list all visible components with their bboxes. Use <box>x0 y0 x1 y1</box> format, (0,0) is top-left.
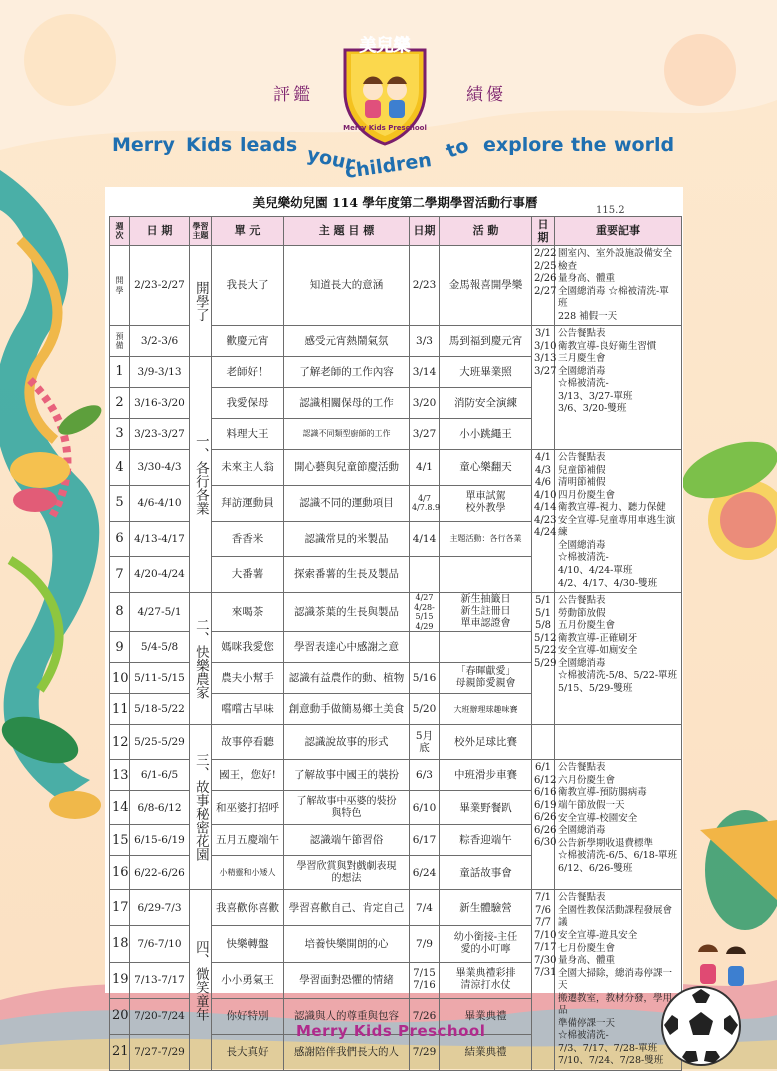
act-date-cell: 6/24 <box>410 856 440 890</box>
week-cell: 18 <box>110 926 130 962</box>
date-cell: 2/23-2/27 <box>130 246 190 326</box>
unit-cell: 故事停看聽 <box>212 725 284 760</box>
table-row <box>110 246 682 326</box>
act-date-cell: 3/14 <box>410 357 440 388</box>
theme-cell: 四、微笑童年 <box>190 890 212 1070</box>
theme-cell: 二、快樂農家 <box>190 593 212 725</box>
logo-chinese: 美兒樂 <box>359 36 411 56</box>
date-cell: 6/29-7/3 <box>130 890 190 926</box>
week-cell: 10 <box>110 663 130 694</box>
week-cell: 4 <box>110 450 130 486</box>
act-date-cell: 6/17 <box>410 825 440 856</box>
tagline-word: explore <box>483 134 564 156</box>
tagline-word: to <box>443 134 472 163</box>
unit-cell: 我愛保母 <box>212 388 284 419</box>
goal-cell: 認識與人的尊重與包容 <box>284 998 410 1034</box>
act-date-cell: 5月底 <box>410 725 440 760</box>
activity-cell: 小小跳繩王 <box>440 419 532 450</box>
note-date-cell: 5/1 5/1 5/8 5/12 5/22 5/29 <box>532 593 555 725</box>
header-unit: 單 元 <box>212 217 284 246</box>
date-cell: 4/20-4/24 <box>130 557 190 593</box>
week-cell: 13 <box>110 760 130 791</box>
week-cell: 11 <box>110 694 130 725</box>
week-cell: 3 <box>110 419 130 450</box>
table-row <box>110 725 682 760</box>
note-date-cell: 6/1 6/12 6/16 6/19 6/26 6/26 6/30 <box>532 760 555 890</box>
note-date-cell: 4/1 4/3 4/6 4/10 4/14 4/23 4/24 <box>532 450 555 593</box>
schedule-table <box>109 216 682 1071</box>
header-activity: 活 動 <box>440 217 532 246</box>
notes-cell <box>555 725 682 760</box>
act-date-cell: 5/16 <box>410 663 440 694</box>
week-cell: 9 <box>110 632 130 663</box>
unit-cell: 嚐嚐古早味 <box>212 694 284 725</box>
date-cell: 3/2-3/6 <box>130 326 190 357</box>
unit-cell: 你好特別 <box>212 998 284 1034</box>
date-cell: 7/27-7/29 <box>130 1034 190 1070</box>
activity-cell <box>440 632 532 663</box>
unit-cell: 香香米 <box>212 521 284 557</box>
date-cell: 6/22-6/26 <box>130 856 190 890</box>
tagline-word: children <box>343 149 434 183</box>
unit-cell: 小小勇氣王 <box>212 962 284 998</box>
date-cell: 3/16-3/20 <box>130 388 190 419</box>
date-cell: 5/18-5/22 <box>130 694 190 725</box>
act-date-cell: 7/15 7/16 <box>410 962 440 998</box>
activity-cell: 消防安全演練 <box>440 388 532 419</box>
week-cell: 2 <box>110 388 130 419</box>
act-date-cell: 5/20 <box>410 694 440 725</box>
activity-cell: 金馬報喜開學樂 <box>440 246 532 326</box>
note-date-cell: 7/1 7/6 7/7 7/10 7/17 7/30 7/31 <box>532 890 555 1070</box>
act-date-cell: 7/9 <box>410 926 440 962</box>
activity-cell: 大班辦理球趣味賽 <box>440 694 532 725</box>
act-date-cell: 4/1 <box>410 450 440 486</box>
week-cell: 5 <box>110 485 130 521</box>
act-date-cell: 7/26 <box>410 998 440 1034</box>
note-date-cell <box>532 725 555 760</box>
note-date-cell: 2/22 2/25 2/26 2/27 <box>532 246 555 326</box>
date-cell: 3/9-3/13 <box>130 357 190 388</box>
unit-cell: 和巫婆打招呼 <box>212 791 284 825</box>
date-cell: 5/4-5/8 <box>130 632 190 663</box>
goal-cell: 學習表達心中感謝之意 <box>284 632 410 663</box>
unit-cell: 國王，您好! <box>212 760 284 791</box>
notes-cell: 公告餐點表 全園性教保活動課程發展會議 安全宣導-遊具安全 七月份慶生會 量身高、體重 全園大掃除，總消毒停課一天 搬遷教室，教材分發，學用品 準備停課一天 ☆棉被清洗- 7/3、7/17、7/28-單班 7/10、7/24、7/28-雙班 <box>555 890 682 1070</box>
tagline-word: the <box>571 134 607 156</box>
act-date-cell <box>410 632 440 663</box>
unit-cell: 來喝茶 <box>212 593 284 632</box>
date-cell: 6/15-6/19 <box>130 825 190 856</box>
activity-cell: 童心樂翻天 <box>440 450 532 486</box>
notes-cell: 園室內、室外設施設備安全檢查 量身高、體重 全園總消毒 ☆棉被清洗-單班 228 補假一天 <box>555 246 682 326</box>
date-cell: 6/1-6/5 <box>130 760 190 791</box>
unit-cell: 我喜歡你喜歡 <box>212 890 284 926</box>
tagline-word: your <box>304 143 357 175</box>
week-cell: 1 <box>110 357 130 388</box>
document-title: 美兒樂幼兒園 114 學年度第二學期學習活動行事曆 <box>252 195 538 210</box>
activity-cell: 校外足球比賽 <box>440 725 532 760</box>
tagline-word: Merry <box>112 134 175 156</box>
goal-cell: 知道長大的意涵 <box>284 246 410 326</box>
activity-cell: 新生抽籤日 新生註冊日 單車認證會 <box>440 593 532 632</box>
act-date-cell: 3/3 <box>410 326 440 357</box>
week-cell: 19 <box>110 962 130 998</box>
unit-cell: 我長大了 <box>212 246 284 326</box>
act-date-cell: 4/27 4/28-5/15 4/29 <box>410 593 440 632</box>
date-cell: 4/6-4/10 <box>130 485 190 521</box>
date-cell: 7/13-7/17 <box>130 962 190 998</box>
activity-cell: 大班畢業照 <box>440 357 532 388</box>
header-goal: 主 題 目 標 <box>284 217 410 246</box>
goal-cell: 探索番薯的生長及製品 <box>284 557 410 593</box>
notes-cell: 公告餐點表 衛教宣導-良好衛生習慣 三月慶生會 全園總消毒 ☆棉被清洗- 3/13、3/27-單班 3/6、3/20-雙班 <box>555 326 682 450</box>
week-cell: 21 <box>110 1034 130 1070</box>
goal-cell: 認識相關保母的工作 <box>284 388 410 419</box>
notes-cell: 公告餐點表 六月份慶生會 衛教宣導-預防腸病毒 端午節放假一天 安全宣導-校園安全 全園總消毒 公告新學期收退費標準 ☆棉被清洗-6/5、6/18-單班 6/12、6/26-雙班 <box>555 760 682 890</box>
note-date-cell: 3/1 3/10 3/13 3/27 <box>532 326 555 450</box>
week-cell: 8 <box>110 593 130 632</box>
date-cell: 7/20-7/24 <box>130 998 190 1034</box>
tagline-word: leads <box>240 134 298 156</box>
goal-cell: 學習面對恐懼的情緒 <box>284 962 410 998</box>
activity-cell: 新生體驗營 <box>440 890 532 926</box>
unit-cell: 五月五慶端午 <box>212 825 284 856</box>
unit-cell: 老師好！ <box>212 357 284 388</box>
activity-cell <box>440 557 532 593</box>
week-cell: 開學 <box>110 246 130 326</box>
unit-cell: 快樂轉盤 <box>212 926 284 962</box>
goal-cell: 認識說故事的形式 <box>284 725 410 760</box>
date-cell: 6/8-6/12 <box>130 791 190 825</box>
theme-cell: 三、故事秘密花園 <box>190 725 212 890</box>
goal-cell: 創意動手做簡易鄉土美食 <box>284 694 410 725</box>
goal-cell: 了解故事中巫婆的裝扮 與特色 <box>284 791 410 825</box>
act-date-cell: 2/23 <box>410 246 440 326</box>
unit-cell: 大番薯 <box>212 557 284 593</box>
week-cell: 20 <box>110 998 130 1034</box>
logo-english: Merry Kids Preschool <box>343 124 427 132</box>
act-date-cell <box>410 557 440 593</box>
week-cell: 16 <box>110 856 130 890</box>
week-cell: 預備 <box>110 326 130 357</box>
activity-cell: 畢業野餐趴 <box>440 791 532 825</box>
activity-cell: 幼小銜接-主任 愛的小叮嚀 <box>440 926 532 962</box>
table-body <box>110 246 682 1071</box>
tagline-word: Kids <box>186 134 233 156</box>
unit-cell: 農夫小幫手 <box>212 663 284 694</box>
unit-cell: 歡慶元宵 <box>212 326 284 357</box>
school-logo <box>333 34 437 146</box>
act-date-cell: 4/14 <box>410 521 440 557</box>
goal-cell: 學習欣賞與對戲劇表現 的想法 <box>284 856 410 890</box>
date-cell: 7/6-7/10 <box>130 926 190 962</box>
header-week: 週次 <box>110 217 130 246</box>
document-version: 115.2 <box>596 205 625 216</box>
header-theme: 學習主題 <box>190 217 212 246</box>
table-row <box>110 593 682 632</box>
notes-cell: 公告餐點表 兒童節補假 清明節補假 四月份慶生會 衛教宣導-視力、聽力保健 安全宣導-兒童專用車逃生演練 全園總消毒 ☆棉被清洗- 4/10、4/24-單班 4/2、4/17、4/30-雙班 <box>555 450 682 593</box>
act-date-cell: 7/29 <box>410 1034 440 1070</box>
activity-cell: 童話故事會 <box>440 856 532 890</box>
activity-cell: 馬到福到慶元宵 <box>440 326 532 357</box>
activity-cell: 畢業典禮彩排 清涼打水仗 <box>440 962 532 998</box>
soccer-ball-icon <box>660 985 742 1067</box>
activity-cell: 單車試駕 校外教學 <box>440 485 532 521</box>
goal-cell: 認識不同的運動項目 <box>284 485 410 521</box>
act-date-cell: 4/7 4/7.8.9 <box>410 485 440 521</box>
activity-cell: 中班滑步車賽 <box>440 760 532 791</box>
unit-cell: 長大真好 <box>212 1034 284 1070</box>
date-cell: 3/23-3/27 <box>130 419 190 450</box>
goal-cell: 認識茶葉的生長與製品 <box>284 593 410 632</box>
date-cell: 5/25-5/29 <box>130 725 190 760</box>
header-act-date: 日期 <box>410 217 440 246</box>
tagline-word: world <box>614 134 675 156</box>
goal-cell: 學習喜歡自己、肯定自己 <box>284 890 410 926</box>
week-cell: 15 <box>110 825 130 856</box>
theme-cell: 開學了 <box>190 246 212 357</box>
week-cell: 17 <box>110 890 130 926</box>
goal-cell: 認識端午節習俗 <box>284 825 410 856</box>
activity-cell: 主題活動：各行各業 <box>440 521 532 557</box>
header-date: 日 期 <box>130 217 190 246</box>
act-date-cell: 3/20 <box>410 388 440 419</box>
week-cell: 14 <box>110 791 130 825</box>
act-date-cell: 6/3 <box>410 760 440 791</box>
date-cell: 4/27-5/1 <box>130 593 190 632</box>
goal-cell: 感受元宵熱鬧氣氛 <box>284 326 410 357</box>
footer-brand: Merry Kids Preschool <box>296 1022 486 1040</box>
goal-cell: 認識不同類型廚師的工作 <box>284 419 410 450</box>
goal-cell: 認識有益農作的動、植物 <box>284 663 410 694</box>
activity-cell: 畢業典禮 <box>440 998 532 1034</box>
unit-cell: 拜訪運動員 <box>212 485 284 521</box>
act-date-cell: 7/4 <box>410 890 440 926</box>
unit-cell: 料理大王 <box>212 419 284 450</box>
date-cell: 3/30-4/3 <box>130 450 190 486</box>
activity-cell: 「春暉獻愛」 母親節愛親會 <box>440 663 532 694</box>
goal-cell: 了解老師的工作內容 <box>284 357 410 388</box>
unit-cell: 未來主人翁 <box>212 450 284 486</box>
motto-left: 評鑑 <box>273 85 313 105</box>
week-cell: 7 <box>110 557 130 593</box>
activity-cell: 結業典禮 <box>440 1034 532 1070</box>
unit-cell: 媽咪我愛您 <box>212 632 284 663</box>
goal-cell: 培養快樂開朗的心 <box>284 926 410 962</box>
week-cell: 12 <box>110 725 130 760</box>
act-date-cell: 3/27 <box>410 419 440 450</box>
goal-cell: 了解故事中國王的裝扮 <box>284 760 410 791</box>
theme-cell: 一、各行各業 <box>190 357 212 593</box>
week-cell: 6 <box>110 521 130 557</box>
header-note-date: 日期 <box>532 217 555 246</box>
goal-cell: 感謝陪伴我們長大的人 <box>284 1034 410 1070</box>
notes-cell: 公告餐點表 勞動節放假 五月份慶生會 衛教宣導-正確刷牙 安全宣導-如廁安全 全園總消毒 ☆棉被清洗-5/8、5/22-單班 5/15、5/29-雙班 <box>555 593 682 725</box>
goal-cell: 認識常見的米製品 <box>284 521 410 557</box>
unit-cell: 小精靈和小矮人 <box>212 856 284 890</box>
date-cell: 4/13-4/17 <box>130 521 190 557</box>
table-row <box>110 890 682 926</box>
header-notes: 重要記事 <box>555 217 682 246</box>
activity-cell: 粽香迎端午 <box>440 825 532 856</box>
goal-cell: 開心藝與兒童節慶活動 <box>284 450 410 486</box>
table-header-row <box>110 217 682 246</box>
motto-right: 績優 <box>466 85 506 105</box>
act-date-cell: 6/10 <box>410 791 440 825</box>
date-cell: 5/11-5/15 <box>130 663 190 694</box>
